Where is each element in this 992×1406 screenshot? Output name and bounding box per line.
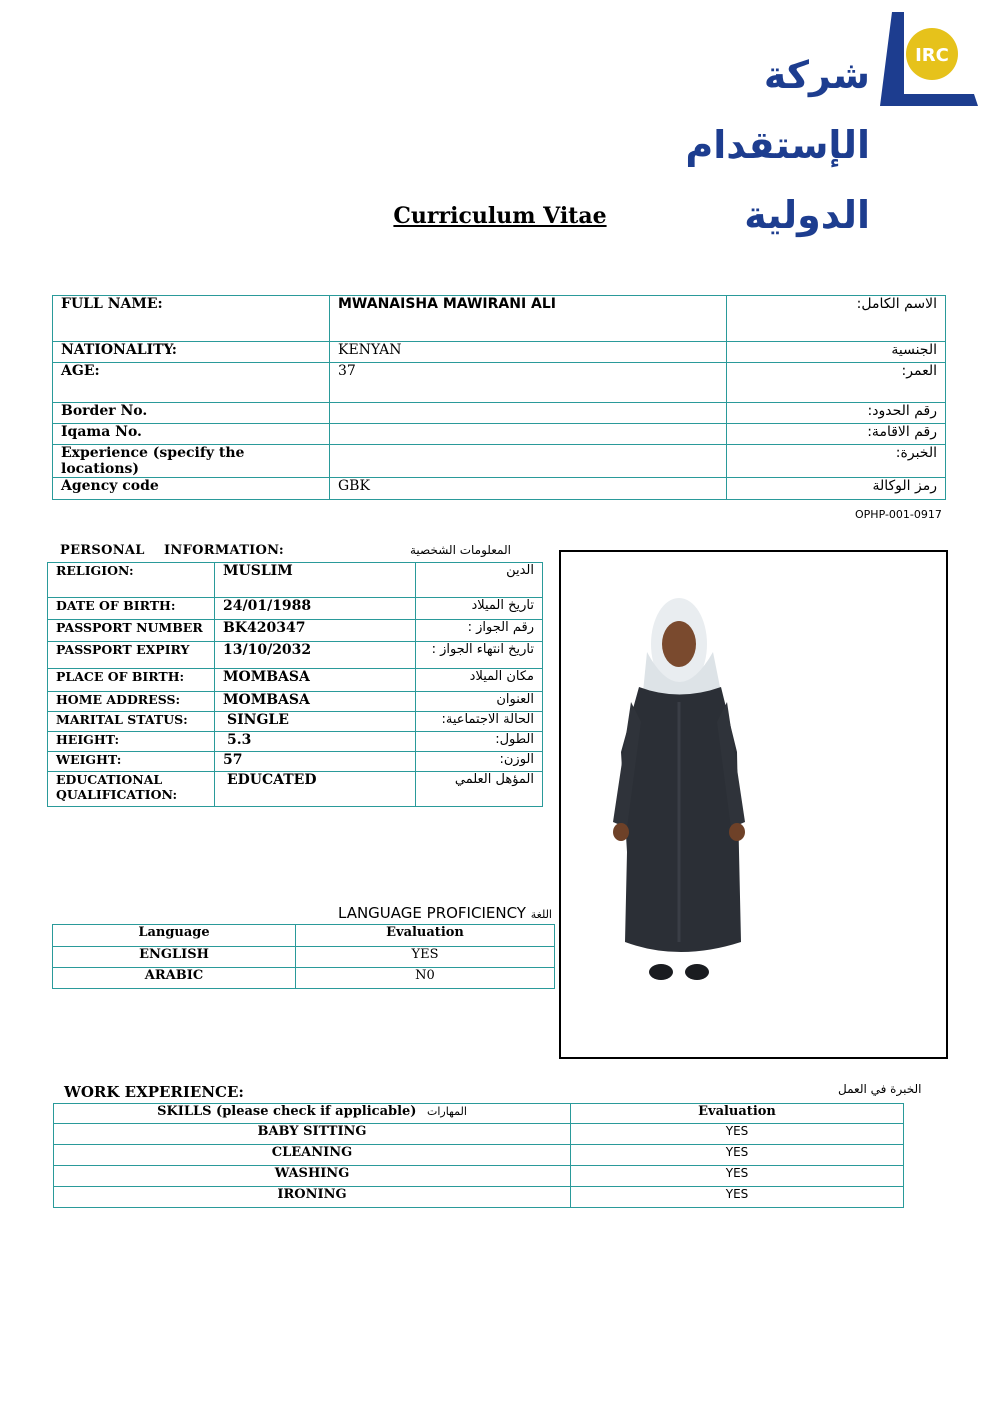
skill-name: IRONING	[54, 1187, 571, 1208]
work-experience-heading: WORK EXPERIENCE:	[64, 1083, 244, 1101]
row-value	[330, 403, 727, 424]
skills-header-ar: المهارات	[426, 1105, 467, 1118]
table-row	[53, 363, 946, 403]
page-title: Curriculum Vitae	[393, 203, 607, 229]
company-logo-text: شركة الإستقدام الدولية	[685, 53, 870, 237]
row-value: GBK	[330, 478, 727, 500]
column-header-language: Language	[53, 925, 296, 947]
row-label: Agency code	[53, 478, 330, 500]
row-label-ar: الطول:	[416, 732, 543, 752]
person-photo-illustration	[561, 552, 946, 1057]
personal-info-heading-ar: المعلومات الشخصية	[410, 543, 511, 557]
table-row	[53, 296, 946, 342]
row-label: EDUCATIONAL QUALIFICATION:	[48, 772, 215, 807]
column-header-evaluation: Evaluation	[571, 1104, 904, 1124]
row-label: HEIGHT:	[48, 732, 215, 752]
candidate-photo	[559, 550, 948, 1059]
row-label-ar: مكان الميلاد	[416, 669, 543, 692]
row-label: DATE OF BIRTH:	[48, 598, 215, 620]
table-header-row	[53, 925, 555, 947]
row-label: FULL NAME:	[53, 296, 330, 342]
table-row	[48, 598, 543, 620]
table-row	[54, 1124, 904, 1145]
table-row	[48, 712, 543, 732]
skill-name: CLEANING	[54, 1145, 571, 1166]
row-label: WEIGHT:	[48, 752, 215, 772]
language-table	[52, 924, 555, 989]
row-label: RELIGION:	[48, 563, 215, 598]
identity-table	[52, 295, 946, 500]
row-label-ar: تاريخ الميلاد	[416, 598, 543, 620]
row-label-ar: تاريخ انتهاء الجواز :	[416, 642, 543, 669]
row-value: 24/01/1988	[215, 598, 416, 620]
skill-evaluation: YES	[571, 1187, 904, 1208]
table-row	[54, 1145, 904, 1166]
skill-name: BABY SITTING	[54, 1124, 571, 1145]
skill-evaluation: YES	[571, 1166, 904, 1187]
table-header-row	[54, 1104, 904, 1124]
row-label: PASSPORT EXPIRY	[48, 642, 215, 669]
table-row	[48, 732, 543, 752]
language-evaluation: YES	[296, 947, 555, 968]
row-label: HOME ADDRESS:	[48, 692, 215, 712]
row-label: MARITAL STATUS:	[48, 712, 215, 732]
skill-evaluation: YES	[571, 1145, 904, 1166]
table-row	[48, 642, 543, 669]
row-label: Border No.	[53, 403, 330, 424]
row-value	[330, 424, 727, 445]
row-label-ar: رقم الاقامة:	[727, 424, 946, 445]
table-row	[54, 1187, 904, 1208]
skill-name: WASHING	[54, 1166, 571, 1187]
work-experience-heading-ar: الخبرة في العمل	[838, 1082, 922, 1096]
row-label-ar: رمز الوكالة	[727, 478, 946, 500]
row-label-ar: الدين	[416, 563, 543, 598]
skill-evaluation: YES	[571, 1124, 904, 1145]
table-row	[48, 752, 543, 772]
language-name: ARABIC	[53, 968, 296, 989]
row-value: MOMBASA	[215, 692, 416, 712]
personal-info-table	[47, 562, 543, 807]
table-row	[53, 403, 946, 424]
row-value: 37	[330, 363, 727, 403]
row-label-ar: العمر:	[727, 363, 946, 403]
table-row	[48, 692, 543, 712]
table-row	[53, 947, 555, 968]
row-value: 5.3	[215, 732, 416, 752]
row-value: SINGLE	[215, 712, 416, 732]
column-header-skills	[54, 1104, 571, 1124]
row-label-ar: الخبرة:	[727, 445, 946, 478]
personal-info-heading: PERSONAL INFORMATION:	[60, 543, 284, 558]
row-value: BK420347	[215, 620, 416, 642]
row-value: 13/10/2032	[215, 642, 416, 669]
company-logo-mark	[874, 10, 978, 106]
row-label: AGE:	[53, 363, 330, 403]
row-label-ar: الوزن:	[416, 752, 543, 772]
row-label: Experience (specify the locations)	[53, 445, 330, 478]
table-row	[53, 342, 946, 363]
row-label-ar: الاسم الكامل:	[727, 296, 946, 342]
row-label-ar: المؤهل العلمي	[416, 772, 543, 807]
row-label: NATIONALITY:	[53, 342, 330, 363]
language-name: ENGLISH	[53, 947, 296, 968]
row-value: MOMBASA	[215, 669, 416, 692]
language-heading-ar: اللغة	[530, 908, 552, 921]
row-label: PASSPORT NUMBER	[48, 620, 215, 642]
table-row	[53, 968, 555, 989]
table-row	[48, 563, 543, 598]
row-label-ar: الجنسية	[727, 342, 946, 363]
language-evaluation: N0	[296, 968, 555, 989]
row-value: EDUCATED	[215, 772, 416, 807]
skills-header-text: SKILLS (please check if applicable)	[157, 1104, 417, 1119]
logo-badge-text: IRC	[915, 45, 949, 66]
row-label: Iqama No.	[53, 424, 330, 445]
language-heading	[338, 904, 552, 922]
reference-code: OPHP-001-0917	[855, 508, 942, 521]
row-label: PLACE OF BIRTH:	[48, 669, 215, 692]
table-row	[48, 620, 543, 642]
skills-table	[53, 1103, 904, 1208]
table-row	[48, 772, 543, 807]
row-label-ar: رقم الحدود:	[727, 403, 946, 424]
row-value: MWANAISHA MAWIRANI ALI	[330, 296, 727, 342]
table-row	[53, 445, 946, 478]
row-value: 57	[215, 752, 416, 772]
table-row	[54, 1166, 904, 1187]
row-value: KENYAN	[330, 342, 727, 363]
row-label-ar: رقم الجواز :	[416, 620, 543, 642]
column-header-evaluation: Evaluation	[296, 925, 555, 947]
language-heading-text: LANGUAGE PROFICIENCY	[338, 904, 526, 922]
row-label-ar: الحالة الاجتماعية:	[416, 712, 543, 732]
table-row	[48, 669, 543, 692]
table-row	[53, 424, 946, 445]
table-row	[53, 478, 946, 500]
row-label-ar: العنوان	[416, 692, 543, 712]
row-value	[330, 445, 727, 478]
row-value: MUSLIM	[215, 563, 416, 598]
